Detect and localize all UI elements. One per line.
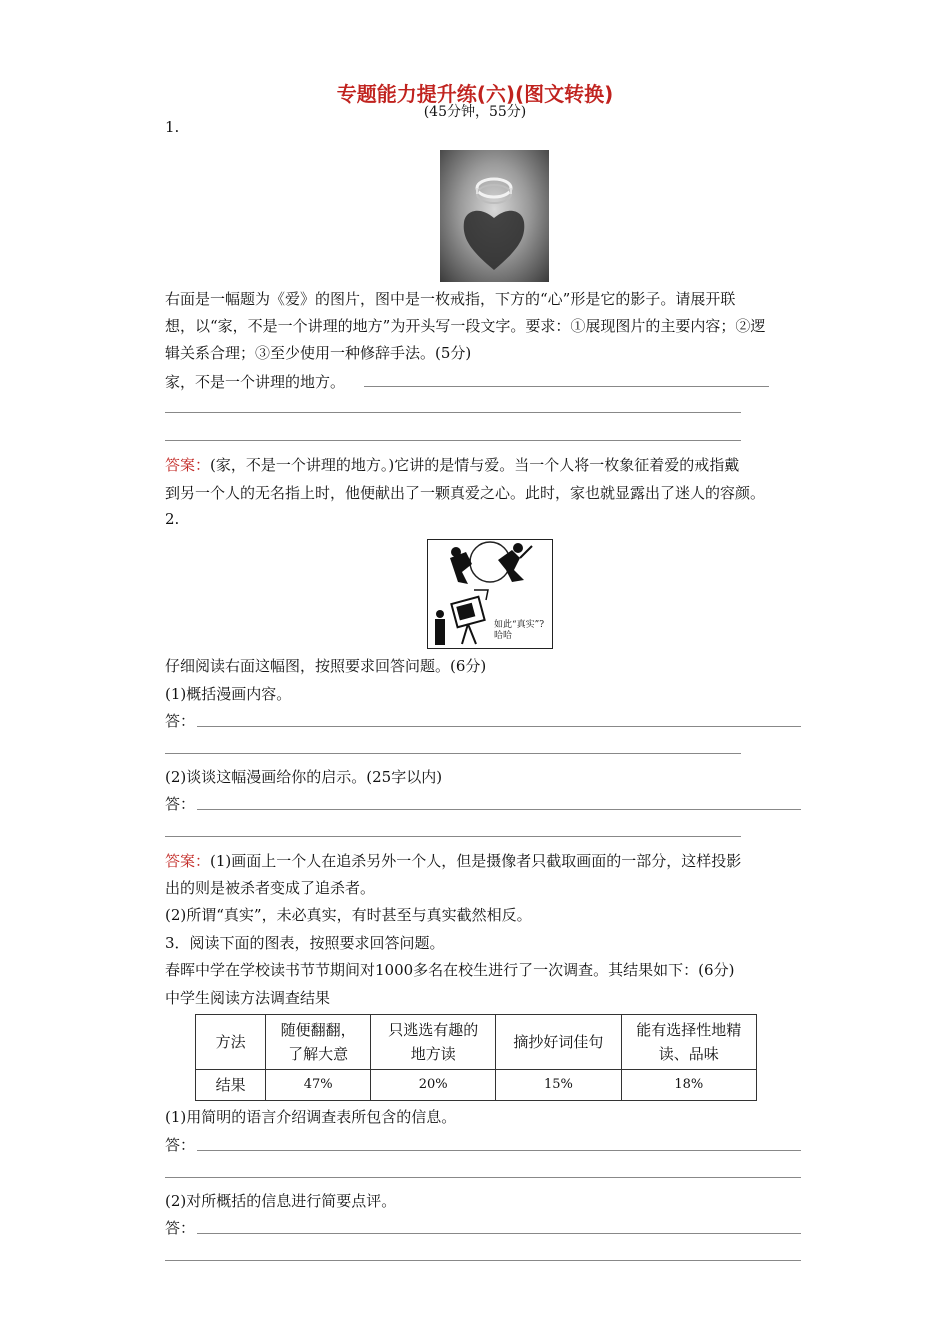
chase-cartoon-image bbox=[427, 539, 553, 649]
table-cell: 15% bbox=[496, 1070, 621, 1101]
q1-answer-line1 bbox=[165, 455, 739, 475]
q1-description-line1: 右面是一幅题为《爱》的图片，图中是一枚戒指，下方的“心”形是它的影子。请展开联 bbox=[165, 290, 736, 308]
cartoon-caption-1: 如此“真实”? bbox=[494, 620, 545, 630]
table-cell: 摘抄好词佳句 bbox=[496, 1015, 621, 1070]
table-cell: 只逃选有趣的 地方读 bbox=[371, 1015, 496, 1070]
answer-label: 答案： bbox=[165, 852, 211, 870]
page-title: 专题能力提升练(六)(图文转换) bbox=[336, 82, 614, 106]
q2-intro: 仔细阅读右面这幅图，按照要求回答问题。(6分) bbox=[165, 657, 487, 675]
q2-number: 2. bbox=[165, 510, 180, 528]
q2-answer-line3: (2)所谓“真实”，未必真实，有时甚至与真实截然相反。 bbox=[165, 906, 532, 924]
q2-sub1: (1)概括漫画内容。 bbox=[165, 685, 292, 703]
answer-blank-line bbox=[165, 836, 741, 837]
q3-answer-prompt-2: 答： bbox=[165, 1219, 196, 1237]
answer-blank-line bbox=[364, 386, 769, 387]
page-subtitle: (45分钟，55分) bbox=[423, 104, 527, 120]
table-cell: 18% bbox=[621, 1070, 756, 1101]
q3-table-title: 中学生阅读方法调查结果 bbox=[165, 989, 331, 1007]
table-cell: 能有选择性地精 读、品味 bbox=[621, 1015, 756, 1070]
q1-answer-text1: (家，不是一个讲理的地方。)它讲的是情与爱。当一个人将一枚象征着爱的戒指戴 bbox=[210, 456, 740, 474]
q2-answer-line2: 出的则是被杀者变成了追杀者。 bbox=[165, 879, 376, 897]
answer-blank-line bbox=[197, 809, 801, 810]
q2-sub2: (2)谈谈这幅漫画给你的启示。(25字以内) bbox=[165, 768, 443, 786]
answer-blank-line bbox=[197, 1150, 801, 1151]
q3-answer-prompt-1: 答： bbox=[165, 1136, 196, 1154]
table-cell: 20% bbox=[371, 1070, 496, 1101]
answer-blank-line bbox=[197, 726, 801, 727]
q2-answer-prompt-2: 答： bbox=[165, 795, 196, 813]
ring-heart-shadow-photo-icon bbox=[440, 150, 549, 282]
q3-context: 春晖中学在学校读书节节期间对1000多名在校生进行了一次调查。其结果如下：(6分) bbox=[165, 961, 735, 979]
table-header-result: 结果 bbox=[196, 1070, 266, 1101]
q3-sub2: (2)对所概括的信息进行简要点评。 bbox=[165, 1192, 397, 1210]
q1-description-line2: 想，以“家，不是一个讲理的地方”为开头写一段文字。要求：①展现图片的主要内容；②逻 bbox=[165, 317, 766, 335]
q2-answer-text1: (1)画面上一个人在追杀另外一个人，但是摄像者只截取画面的一部分，这样投影 bbox=[210, 852, 742, 870]
q1-answer-line2: 到另一个人的无名指上时，他便献出了一颗真爱之心。此时，家也就显露出了迷人的容颜。 bbox=[165, 484, 766, 502]
cartoon-caption-2: 哈哈 bbox=[494, 631, 513, 641]
q3-intro: 3．阅读下面的图表，按照要求回答问题。 bbox=[165, 934, 445, 952]
answer-blank-line bbox=[165, 440, 741, 441]
answer-blank-line bbox=[165, 753, 741, 754]
q1-number: 1. bbox=[165, 118, 180, 136]
table-cell: 随便翻翻， 了解大意 bbox=[266, 1015, 371, 1070]
table-row bbox=[196, 1070, 757, 1101]
table-header-method: 方法 bbox=[196, 1015, 266, 1070]
answer-label: 答案： bbox=[165, 456, 211, 474]
table-row bbox=[196, 1015, 757, 1070]
q2-answer-prompt-1: 答： bbox=[165, 712, 196, 730]
answer-blank-line bbox=[165, 1177, 801, 1178]
q3-sub1: (1)用简明的语言介绍调查表所包含的信息。 bbox=[165, 1108, 457, 1126]
answer-blank-line bbox=[165, 1260, 801, 1261]
q1-lead-sentence: 家，不是一个讲理的地方。 bbox=[165, 373, 346, 391]
answer-blank-line bbox=[197, 1233, 801, 1234]
answer-blank-line bbox=[165, 412, 741, 413]
table-cell: 47% bbox=[266, 1070, 371, 1101]
ring-heart-svg bbox=[440, 150, 549, 282]
survey-table bbox=[195, 1014, 757, 1101]
q1-description-line3: 辑关系合理；③至少使用一种修辞手法。(5分) bbox=[165, 344, 472, 362]
q2-answer-line1 bbox=[165, 851, 741, 871]
